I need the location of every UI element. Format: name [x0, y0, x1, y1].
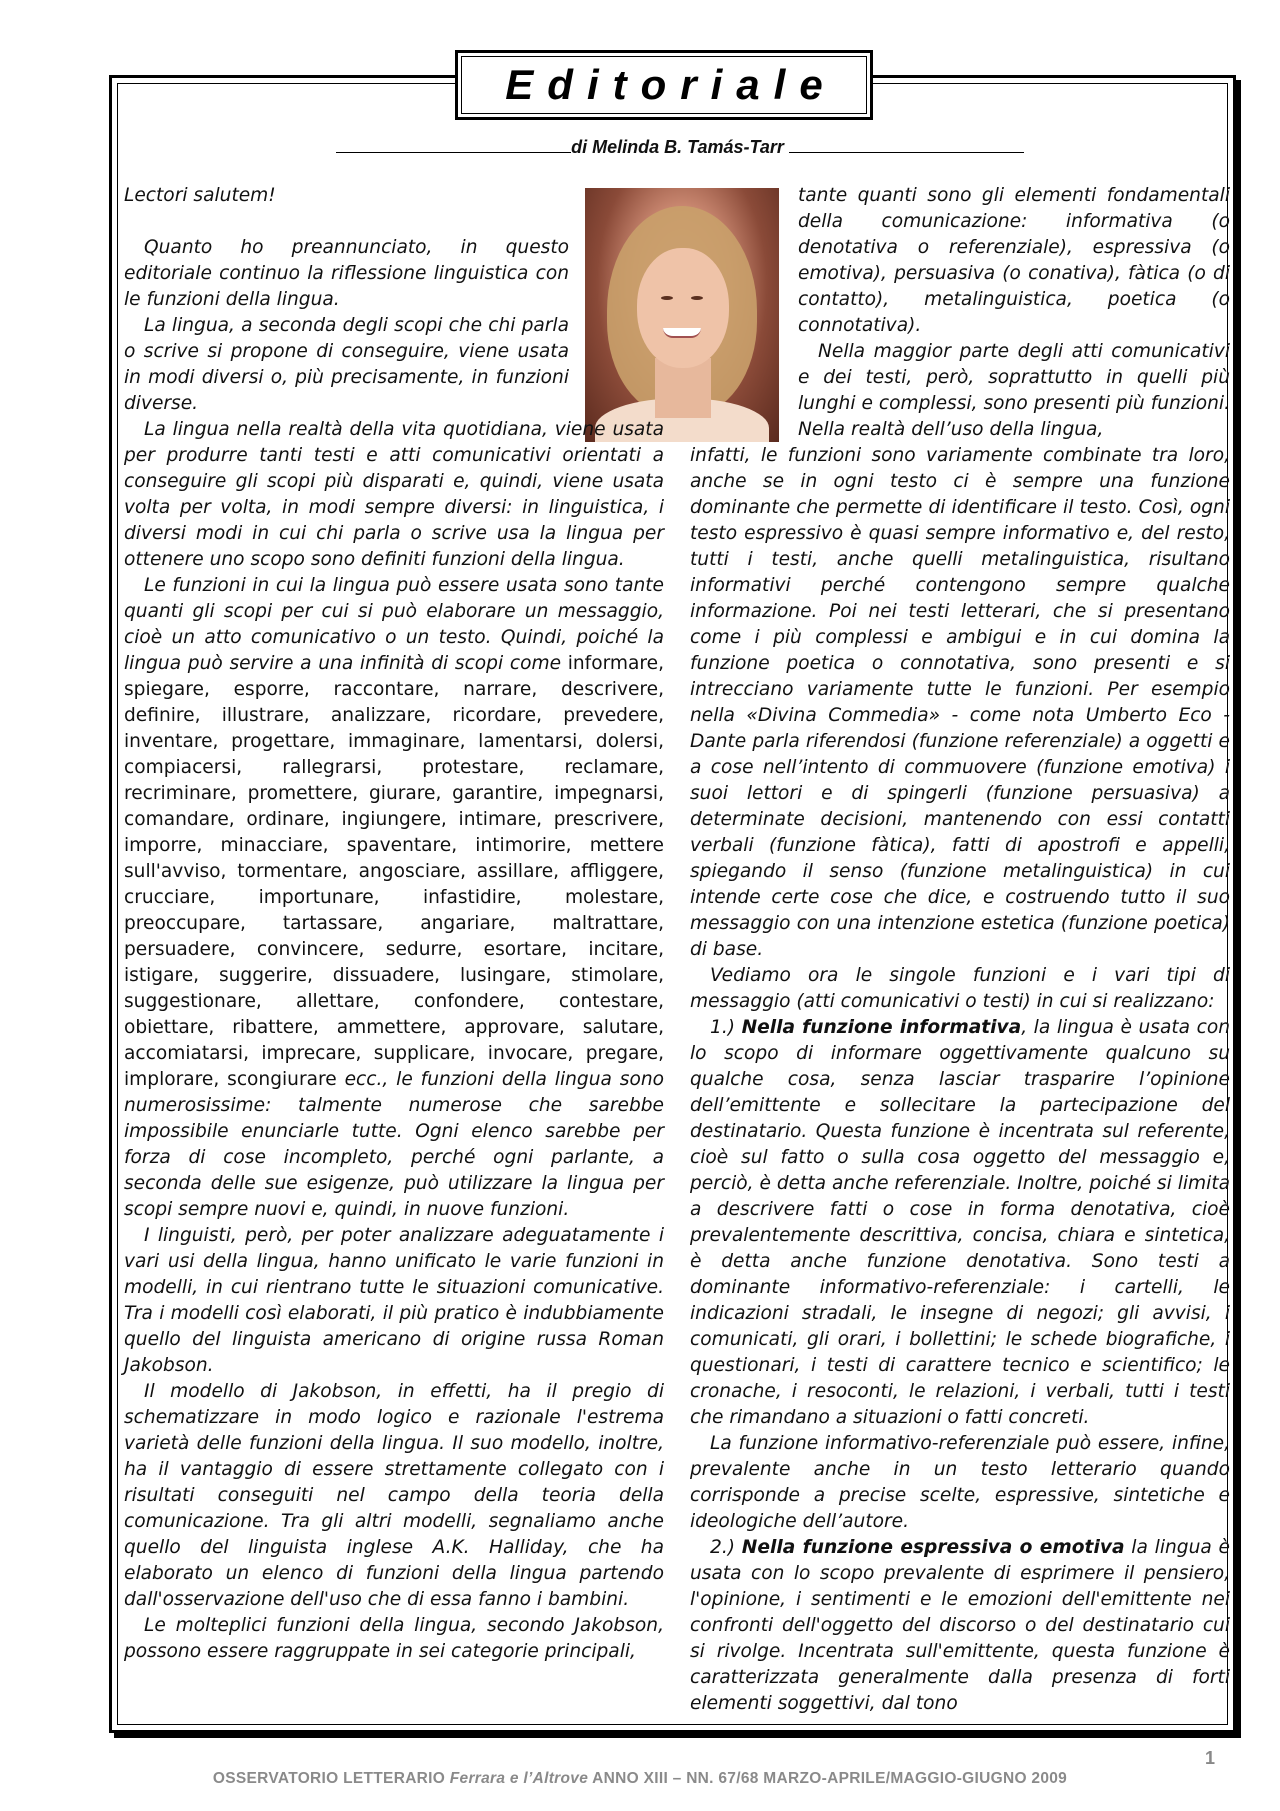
left-paragraph-5: I linguisti, però, per poter analizzare adeguatamente i vari usi della lingua, hanno unificato le varie funzioni in modelli, in cui rientrano tutte le situazioni comunicative. Tra i modelli così elaborati, il più pratico è indubbiamente quello del linguista americano di origine russa Roman Jakobson.	[124, 1225, 664, 1376]
right-wrap-block	[798, 183, 1230, 443]
left-wrap-block	[124, 183, 569, 417]
left-paragraph-3: La lingua nella realtà della vita quotidiana, viene usata per produrre tanti testi e atti comunicativi orientati a conseguire gli scopi più disparati e, quindi, viene usata volta per volta, in modi sempre diversi: in linguistica, i diversi modi in cui chi parla o scrive usa la lingua per ottenere uno scopo sono definiti funzioni della lingua.	[124, 419, 664, 570]
heading-expressive: Nella funzione espressiva o emotiva	[741, 1537, 1125, 1558]
byline-rule-right	[789, 140, 1024, 153]
left-paragraph-7: Le molteplici funzioni della lingua, secondo Jakobson, possono essere raggruppate in sei categorie principali,	[124, 1615, 664, 1662]
right-paragraph-3: Vediamo ora le singole funzioni e i vari tipi di messaggio (atti comunicativi o testi) in cui si realizzano:	[690, 965, 1230, 1012]
heading-informative: Nella funzione informativa	[741, 1017, 1022, 1038]
verb-list: informare, spiegare, esporre, raccontare, narrare, descrivere, definire, illustrare, analizzare, ricordare, prevedere, inventare, progettare, immaginare, lamentarsi, dolersi, compiacersi, rallegrarsi, protestare, reclamare, recriminare, promettere, giurare, garantire, impegnarsi, comandare, ordinare, ingiungere, intimare, prescrivere, imporre, minacciare, spaventare, intimorire, mettere sull'avviso, tormentare, angosciare, assillare, affliggere, crucciare, importunare, infastidire, molestare, preoccupare, tartassare, angariare, maltrattare, persuadere, convincere, sedurre, esortare, incitare, istigare, suggerire, dissuadere, lusingare, stimolare, suggestionare, allettare, confondere, contestare, obiettare, ribattere, ammettere, approvare, salutare, accomiatarsi, imprecare, supplicare, invocare, pregare, implorare, scongiurare	[124, 653, 664, 1090]
byline	[310, 137, 1050, 158]
page-number: 1	[1205, 1748, 1216, 1768]
left-paragraph-2: La lingua, a seconda degli scopi che chi parla o scrive si propone di conseguire, viene usata in modi diversi o, più precisamente, in funzioni diverse.	[124, 315, 569, 414]
title-box	[461, 56, 867, 114]
right-paragraph-1: tante quanti sono gli elementi fondamentali della comunicazione: informativa (o denotativa o referenziale), espressiva (o emotiva), persuasiva (o conativa), fàtica (o di contatto), metalinguistica, poetica (o connotativa).	[798, 185, 1230, 336]
footer	[0, 1770, 1280, 1788]
frame-shadow-right	[1236, 80, 1241, 1738]
byline-author: di Melinda B. Tamás-Tarr	[571, 137, 784, 157]
left-paragraph-6: Il modello di Jakobson, in effetti, ha il pregio di schematizzare in modo logico e razionale l'estrema varietà delle funzioni della lingua. Il suo modello, inoltre, ha il vantaggio di essere strettamente collegato con i risultati conseguiti nel campo della teoria della comunicazione. Tra gli altri modelli, segnaliamo anche quello del linguista inglese A.K. Halliday, che ha elaborato un elenco di funzioni della lingua partendo dall'osservazione dell'uso che di essa fanno i bambini.	[124, 1381, 664, 1610]
salutation: Lectori salutem!	[124, 185, 276, 206]
right-paragraph-6: 2.) Nella funzione espressiva o emotiva la lingua è usata con lo scopo prevalente di esprimere il pensiero, l'opinione, i sentimenti e le emozioni dell'emittente nei confronti dell'oggetto del discorso o del destinatario cui si rivolge. Incentrata sull'emittente, questa funzione è caratterizzata generalmente dalla presenza di forti elementi soggettivi, dal tono	[690, 1537, 1230, 1714]
footer-place: Ferrara e l’Altrove	[449, 1770, 589, 1787]
left-paragraph-1: Quanto ho preannunciato, in questo editoriale continuo la riflessione linguistica con le funzioni della lingua.	[124, 237, 569, 310]
footer-journal: OSSERVATORIO LETTERARIO	[212, 1770, 446, 1787]
right-paragraph-2-continued: infatti, le funzioni sono variamente combinate tra loro, anche se in ogni testo ci è sempre una funzione dominante che permette di identificare il testo. Così, ogni testo espressivo è quasi sempre informativo e, del resto, tutti i testi, anche quelli metalinguistica, risultano informativi perché contengono sempre qualche informazione. Poi nei testi letterari, che si presentano come i più complessi e ambigui e in cui domina la funzione poetica o connotativa, sono presenti e si intrecciano variamente tutte le funzioni. Per esempio nella «Divina Commedia» - come nota Umberto Eco - Dante parla riferendosi (funzione referenziale) a oggetti e a cose nell’intento di commuovere (funzione emotiva) i suoi lettori e di spingerli (funzione persuasiva) a determinate decisioni, mantenendo con essi contatti verbali (funzione fàtica), fatti di apostrofi e appelli, spiegando il senso (funzione metalinguistica) in cui intende certe cose che dice, e costruendo tutto il suo messaggio con una intenzione estetica (funzione poetica) di base.	[690, 445, 1230, 960]
footer-issue: ANNO XIII – NN. 67/68 MARZO-APRILE/MAGGIO-GIUGNO 2009	[592, 1770, 1068, 1787]
left-paragraph-4: Le funzioni in cui la lingua può essere usata sono tante quanti gli scopi per cui si può elaborare un messaggio, cioè un atto comunicativo o un testo. Quindi, poiché la lingua può servire a una infinità di scopi come informare, spiegare, esporre, raccontare, narrare, descrivere, definire, illustrare, analizzare, ricordare, prevedere, inventare, progettare, immaginare, lamentarsi, dolersi, compiacersi, rallegrarsi, protestare, reclamare, recriminare, promettere, giurare, garantire, impegnarsi, comandare, ordinare, ingiungere, intimare, prescrivere, imporre, minacciare, spaventare, intimorire, mettere sull'avviso, tormentare, angosciare, assillare, affliggere, crucciare, importunare, infastidire, molestare, preoccupare, tartassare, angariare, maltrattare, persuadere, convincere, sedurre, esortare, incitare, istigare, suggerire, dissuadere, lusingare, stimolare, suggestionare, allettare, confondere, contestare, obiettare, ribattere, ammettere, approvare, salutare, accomiatarsi, imprecare, supplicare, invocare, pregare, implorare, scongiurare ecc., le funzioni della lingua sono numerosissime: talmente numerose che sarebbe impossibile enunciarle tutte. Ogni elenco sarebbe per forza di cose incompleto, perché ogni parlante, a seconda delle sue esigenze, può utilizzare la lingua per scopi sempre nuovi e, quindi, in nuove funzioni.	[124, 575, 664, 1220]
byline-rule-left	[336, 140, 571, 153]
left-column	[124, 183, 664, 1665]
right-column	[690, 183, 1230, 1717]
page-title: Editoriale	[505, 61, 837, 108]
right-paragraph-4: 1.) Nella funzione informativa, la lingua è usata con lo scopo di informare oggettivamente qualcuno su qualche cosa, senza lasciar trasparire l’opinione dell’emittente e sollecitare la partecipazione del destinatario. Questa funzione è incentrata sul referente, cioè sul fatto o sulla cosa oggetto del messaggio e, perciò, è detta anche referenziale. Inoltre, poiché si limita a descrivere fatti o cose in forma denotativa, cioè prevalentemente descrittiva, concisa, chiara e sintetica, è detta anche funzione denotativa. Sono testi a dominante informativo-referenziale: i cartelli, le indicazioni stradali, le insegne di negozi; gli avvisi, i comunicati, gli orari, i bollettini; le schede biografiche, i questionari, i testi di carattere tecnico e scientifico; le cronache, i resoconti, le relazioni, i verbali, tutti i testi che rimandano a situazioni o fatti concreti.	[690, 1017, 1231, 1428]
right-paragraph-2-start: Nella maggior parte degli atti comunicativi e dei testi, però, soprattutto in quelli più lunghi e complessi, sono presenti più funzioni. Nella realtà dell’uso della lingua,	[798, 341, 1230, 440]
frame-shadow-bottom	[114, 1733, 1241, 1738]
right-paragraph-5: La funzione informativo-referenziale può essere, infine, prevalente anche in un testo letterario quando corrisponde a precise scelte, espressive, sintetiche e ideologiche dell’autore.	[690, 1433, 1230, 1532]
